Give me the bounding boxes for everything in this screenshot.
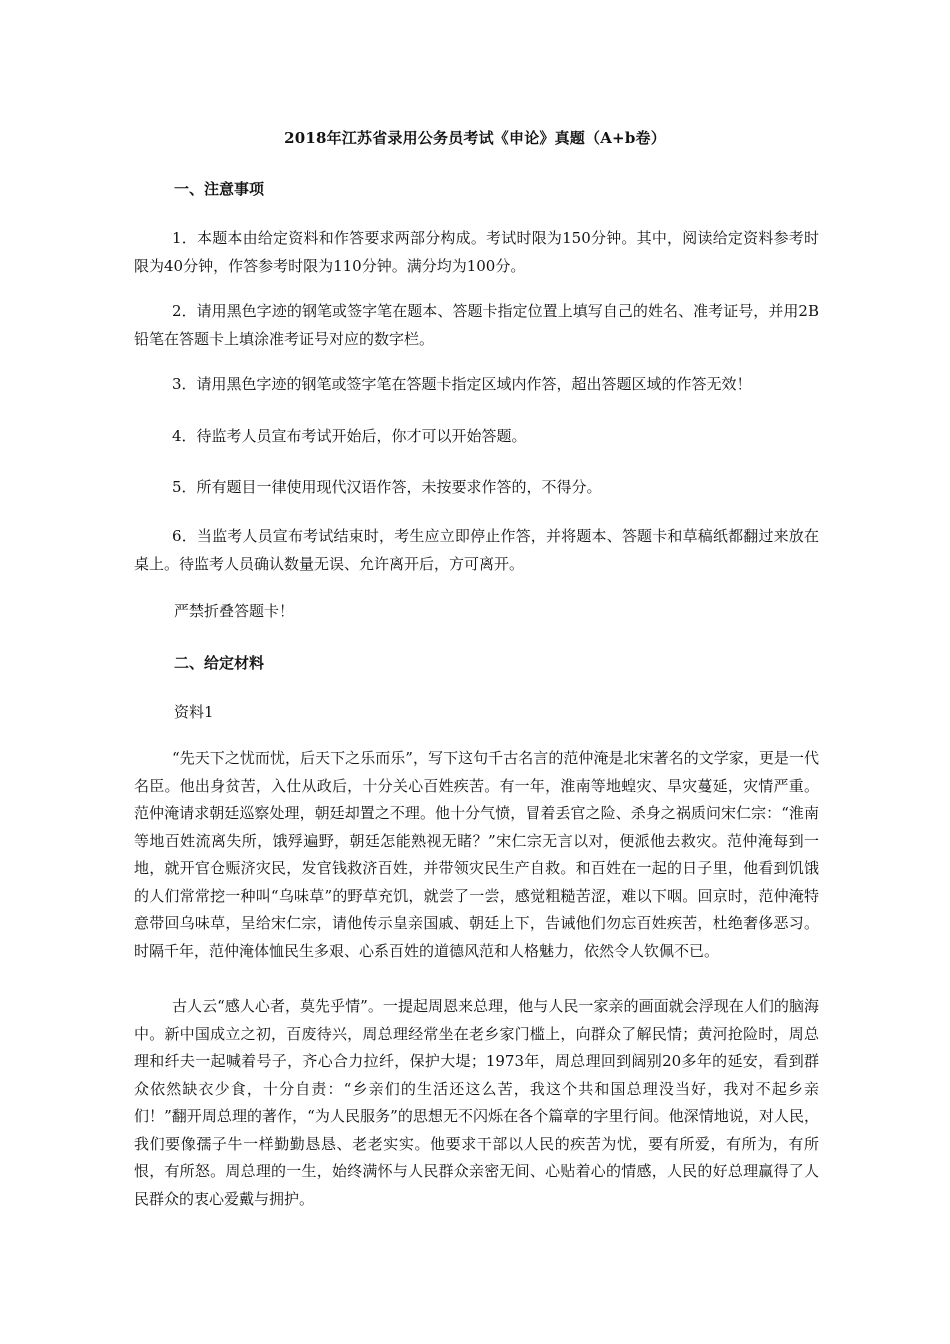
material-label: 资料1 (174, 703, 214, 721)
notice-item-4: 4．待监考人员宣布考试开始后，你才可以开始答题。 (172, 427, 527, 445)
notice-item-3: 3．请用黑色字迹的钢笔或签字笔在答题卡指定区域内作答，超出答题区域的作答无效！ (172, 375, 752, 393)
section-heading-notes: 一、注意事项 (174, 180, 265, 198)
notice-item-6: 6．当监考人员宣布考试结束时，考生应立即停止作答，并将题本、答题卡和草稿纸都翻过来放在桌上。待监考人员确认数量无误、允许离开后，方可离开。 (134, 527, 819, 573)
notice-item-5: 5．所有题目一律使用现代汉语作答，未按要求作答的，不得分。 (172, 478, 602, 496)
warning-text: 严禁折叠答题卡！ (174, 602, 295, 620)
notice-item-1: 1．本题本由给定资料和作答要求两部分构成。考试时限为150分钟。其中，阅读给定资料参考时限为40分钟，作答参考时限为110分钟。满分均为100分。 (134, 229, 819, 275)
material-paragraph-1: “先天下之忧而忧，后天下之乐而乐”，写下这句千古名言的范仲淹是北宋著名的文学家，更是一代名臣。他出身贫苦，入仕从政后，十分关心百姓疾苦。有一年，淮南等地蝗灾、旱灾蔓延，灾情严重。范仲淹请求朝廷巡察处理，朝廷却置之不理。他十分气愤，冒着丢官之险、杀身之祸质问宋仁宗：“淮南等地百姓流离失所，饿殍遍野，朝廷怎能熟视无睹？”宋仁宗无言以对，便派他去救灾。范仲淹每到一地，就开官仓赈济灾民，发官钱救济百姓，并带领灾民生产自救。和百姓在一起的日子里，他看到饥饿的人们常常挖一种叫“乌味草”的野草充饥，就尝了一尝，感觉粗糙苦涩，难以下咽。回京时，范仲淹特意带回乌味草，呈给宋仁宗，请他传示皇亲国戚、朝廷上下，告诫他们勿忘百姓疾苦，杜绝奢侈恶习。时隔千年，范仲淹体恤民生多艰、心系百姓的道德风范和人格魅力，依然令人钦佩不已。 (134, 749, 819, 960)
material-paragraph-2: 古人云“感人心者，莫先乎情”。一提起周恩来总理，他与人民一家亲的画面就会浮现在人们的脑海中。新中国成立之初，百废待兴，周总理经常坐在老乡家门槛上，向群众了解民情；黄河抢险时，周总理和纤夫一起喊着号子，齐心合力拉纤，保护大堤；1973年，周总理回到阔别20多年的延安，看到群众依然缺衣少食，十分自责：“乡亲们的生活还这么苦，我这个共和国总理没当好，我对不起乡亲们！”翻开周总理的著作，“为人民服务”的思想无不闪烁在各个篇章的字里行间。他深情地说，对人民，我们要像孺子牛一样勤勤恳恳、老老实实。他要求干部以人民的疾苦为忧，要有所爱，有所为，有所恨，有所怒。周总理的一生，始终满怀与人民群众亲密无间、心贴着心的情感，人民的好总理赢得了人民群众的衷心爱戴与拥护。 (134, 997, 819, 1208)
notice-item-2: 2．请用黑色字迹的钢笔或签字笔在题本、答题卡指定位置上填写自己的姓名、准考证号，并用2B铅笔在答题卡上填涂准考证号对应的数字栏。 (134, 302, 819, 348)
section-heading-materials: 二、给定材料 (174, 654, 265, 672)
document-title: 2018年江苏省录用公务员考试《申论》真题（A+b卷） (284, 129, 666, 147)
